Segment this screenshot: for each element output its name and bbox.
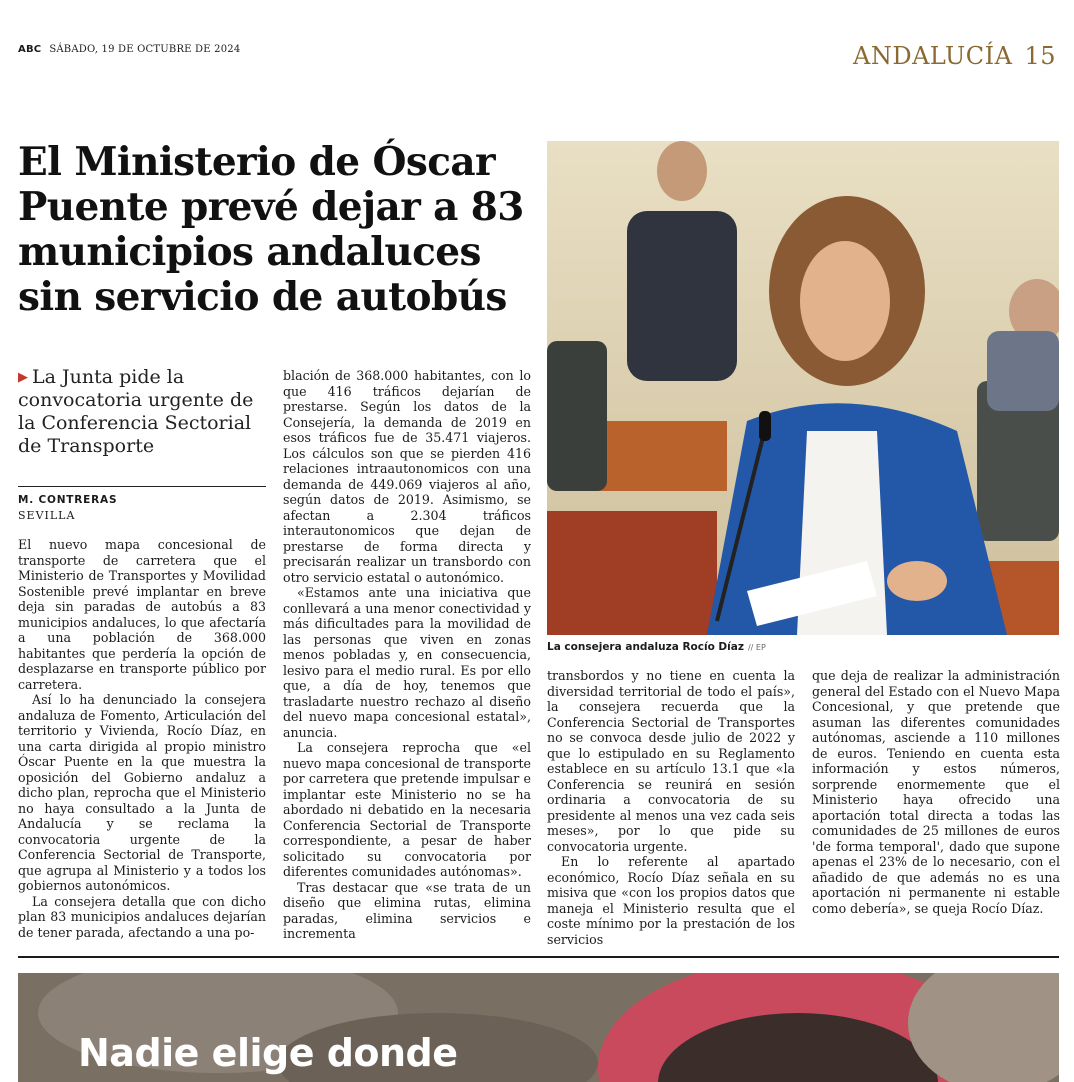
caption-text: La consejera andaluza Rocío Díaz: [547, 641, 744, 653]
subheadline-text: La Junta pide la convocatoria urgente de la Conferencia Sectorial de Transporte: [18, 366, 254, 457]
section-header: [853, 42, 1056, 70]
page-number: 15: [1024, 42, 1056, 70]
paragraph: que deja de realizar la administración general del Estado con el Nuevo Mapa Concesional, y que pretende que asuman las diferentes comunidades autónomas, asciende a 110 millones de euros. Teniendo en cuenta esta información y estos números, sorprende enormemente que el Ministerio haya ofrecido una aportación total directa a todas las comunidades de 25 millones de euros 'de forma temporal', dado que supone apenas el 23% de lo necesario, con el añadido de que además no es una aportación ni permanente ni estable como debería», se queja Rocío Díaz.: [812, 668, 1060, 916]
photo-caption: [547, 641, 766, 653]
article-column-2: [283, 368, 531, 942]
paragraph: La consejera reprocha que «el nuevo mapa concesional de transporte por carretera que pretende impulsar e implantar este Ministerio no se ha abordado ni debatido en la necesaria Conferencia Sectorial de Transporte correspondiente, a pesar de haber solicitado su convocatoria por diferentes comunidades autónomas».: [283, 740, 531, 879]
paragraph: «Estamos ante una iniciativa que conllevará a una menor conectividad y más dificultades para la movilidad de las personas que viven en zonas menos pobladas y, en consecuencia, lesivo para el medio rural. Es por ello que, a día de hoy, tenemos que trasladarte nuestro rechazo al diseño del nuevo mapa concesional estatal», anuncia.: [283, 585, 531, 740]
divider: [18, 486, 266, 487]
paragraph: El nuevo mapa concesional de transporte de carretera que el Ministerio de Transportes y Movilidad Sostenible prevé implantar en breve deja sin paradas de autobús a 83 municipios andaluces, lo que afectaría a una población de 368.000 habitantes que perdería la opción de desplazarse en transporte público por carretera.: [18, 537, 266, 692]
photo-illustration: [547, 141, 1059, 635]
byline-location: SEVILLA: [18, 509, 76, 522]
triangle-bullet-icon: ▶: [18, 370, 28, 385]
byline-author: M. CONTRERAS: [18, 494, 118, 506]
paragraph: Así lo ha denunciado la consejera andaluza de Fomento, Articulación del territorio y Vivienda, Rocío Díaz, en una carta dirigida al propio ministro Óscar Puente en la que muestra la oposición del Gobierno andaluz a dicho plan, reprocha que el Ministerio no haya consultado a la Junta de Andalucía y se reclama la convocatoria urgente de la Conferencia Sectorial de Transporte, que agrupa al Ministerio y a todos los gobiernos autonómicos.: [18, 692, 266, 893]
article-column-4: [812, 668, 1060, 916]
article-column-1: [18, 537, 266, 940]
paragraph: transbordos y no tiene en cuenta la diversidad territorial de todo el país», la consejera recuerda que la Conferencia Sectorial de Transportes no se convoca desde julio de 2022 y que lo estipulado en su Reglamento establece en su artículo 13.1 que «la Conferencia se reunirá en sesión ordinaria a convocatoria de su presidente al menos una vez cada seis meses», por lo que pide su convocatoria urgente.: [547, 668, 795, 854]
advertisement: [18, 973, 1059, 1082]
section-name: ANDALUCÍA: [853, 42, 1013, 70]
article-photo: [547, 141, 1059, 635]
brand: ABC: [18, 44, 42, 55]
ad-headline: Nadie elige donde: [78, 1031, 458, 1075]
article-column-3: [547, 668, 795, 947]
issue-date: SÁBADO, 19 DE OCTUBRE DE 2024: [49, 44, 241, 55]
photo-credit: // EP: [747, 643, 766, 652]
subheadline: [18, 366, 266, 458]
headline: El Ministerio de Óscar Puente prevé dejar a 83 municipios andaluces sin servicio de autobús: [18, 139, 524, 320]
paragraph: La consejera detalla que con dicho plan 83 municipios andaluces dejarían de tener parada, afectando a una po-: [18, 893, 266, 940]
masthead-line: [18, 44, 240, 55]
paragraph: En lo referente al apartado económico, Rocío Díaz señala en su misiva que «con los propios datos que maneja el Ministerio resulta que el coste mínimo por la prestación de los servicios: [547, 854, 795, 947]
page-divider: [18, 956, 1059, 958]
paragraph: blación de 368.000 habitantes, con lo que 416 tráficos dejarían de prestarse. Según los datos de la Consejería, la demanda de 2019 en esos tráficos fue de 35.471 viajeros. Los cálculos son que se pierden 416 relaciones intraautonomicos con una demanda de 449.069 viajeros al año, según datos de 2019. Asimismo, se afectan a 2.304 tráficos interautonomicos que dejan de prestarse de forma directa y precisarán realizar un transbordo con otro servicio estatal o autonómico.: [283, 368, 531, 585]
paragraph: Tras destacar que «se trata de un diseño que elimina rutas, elimina paradas, elimina servicios e incrementa: [283, 879, 531, 941]
